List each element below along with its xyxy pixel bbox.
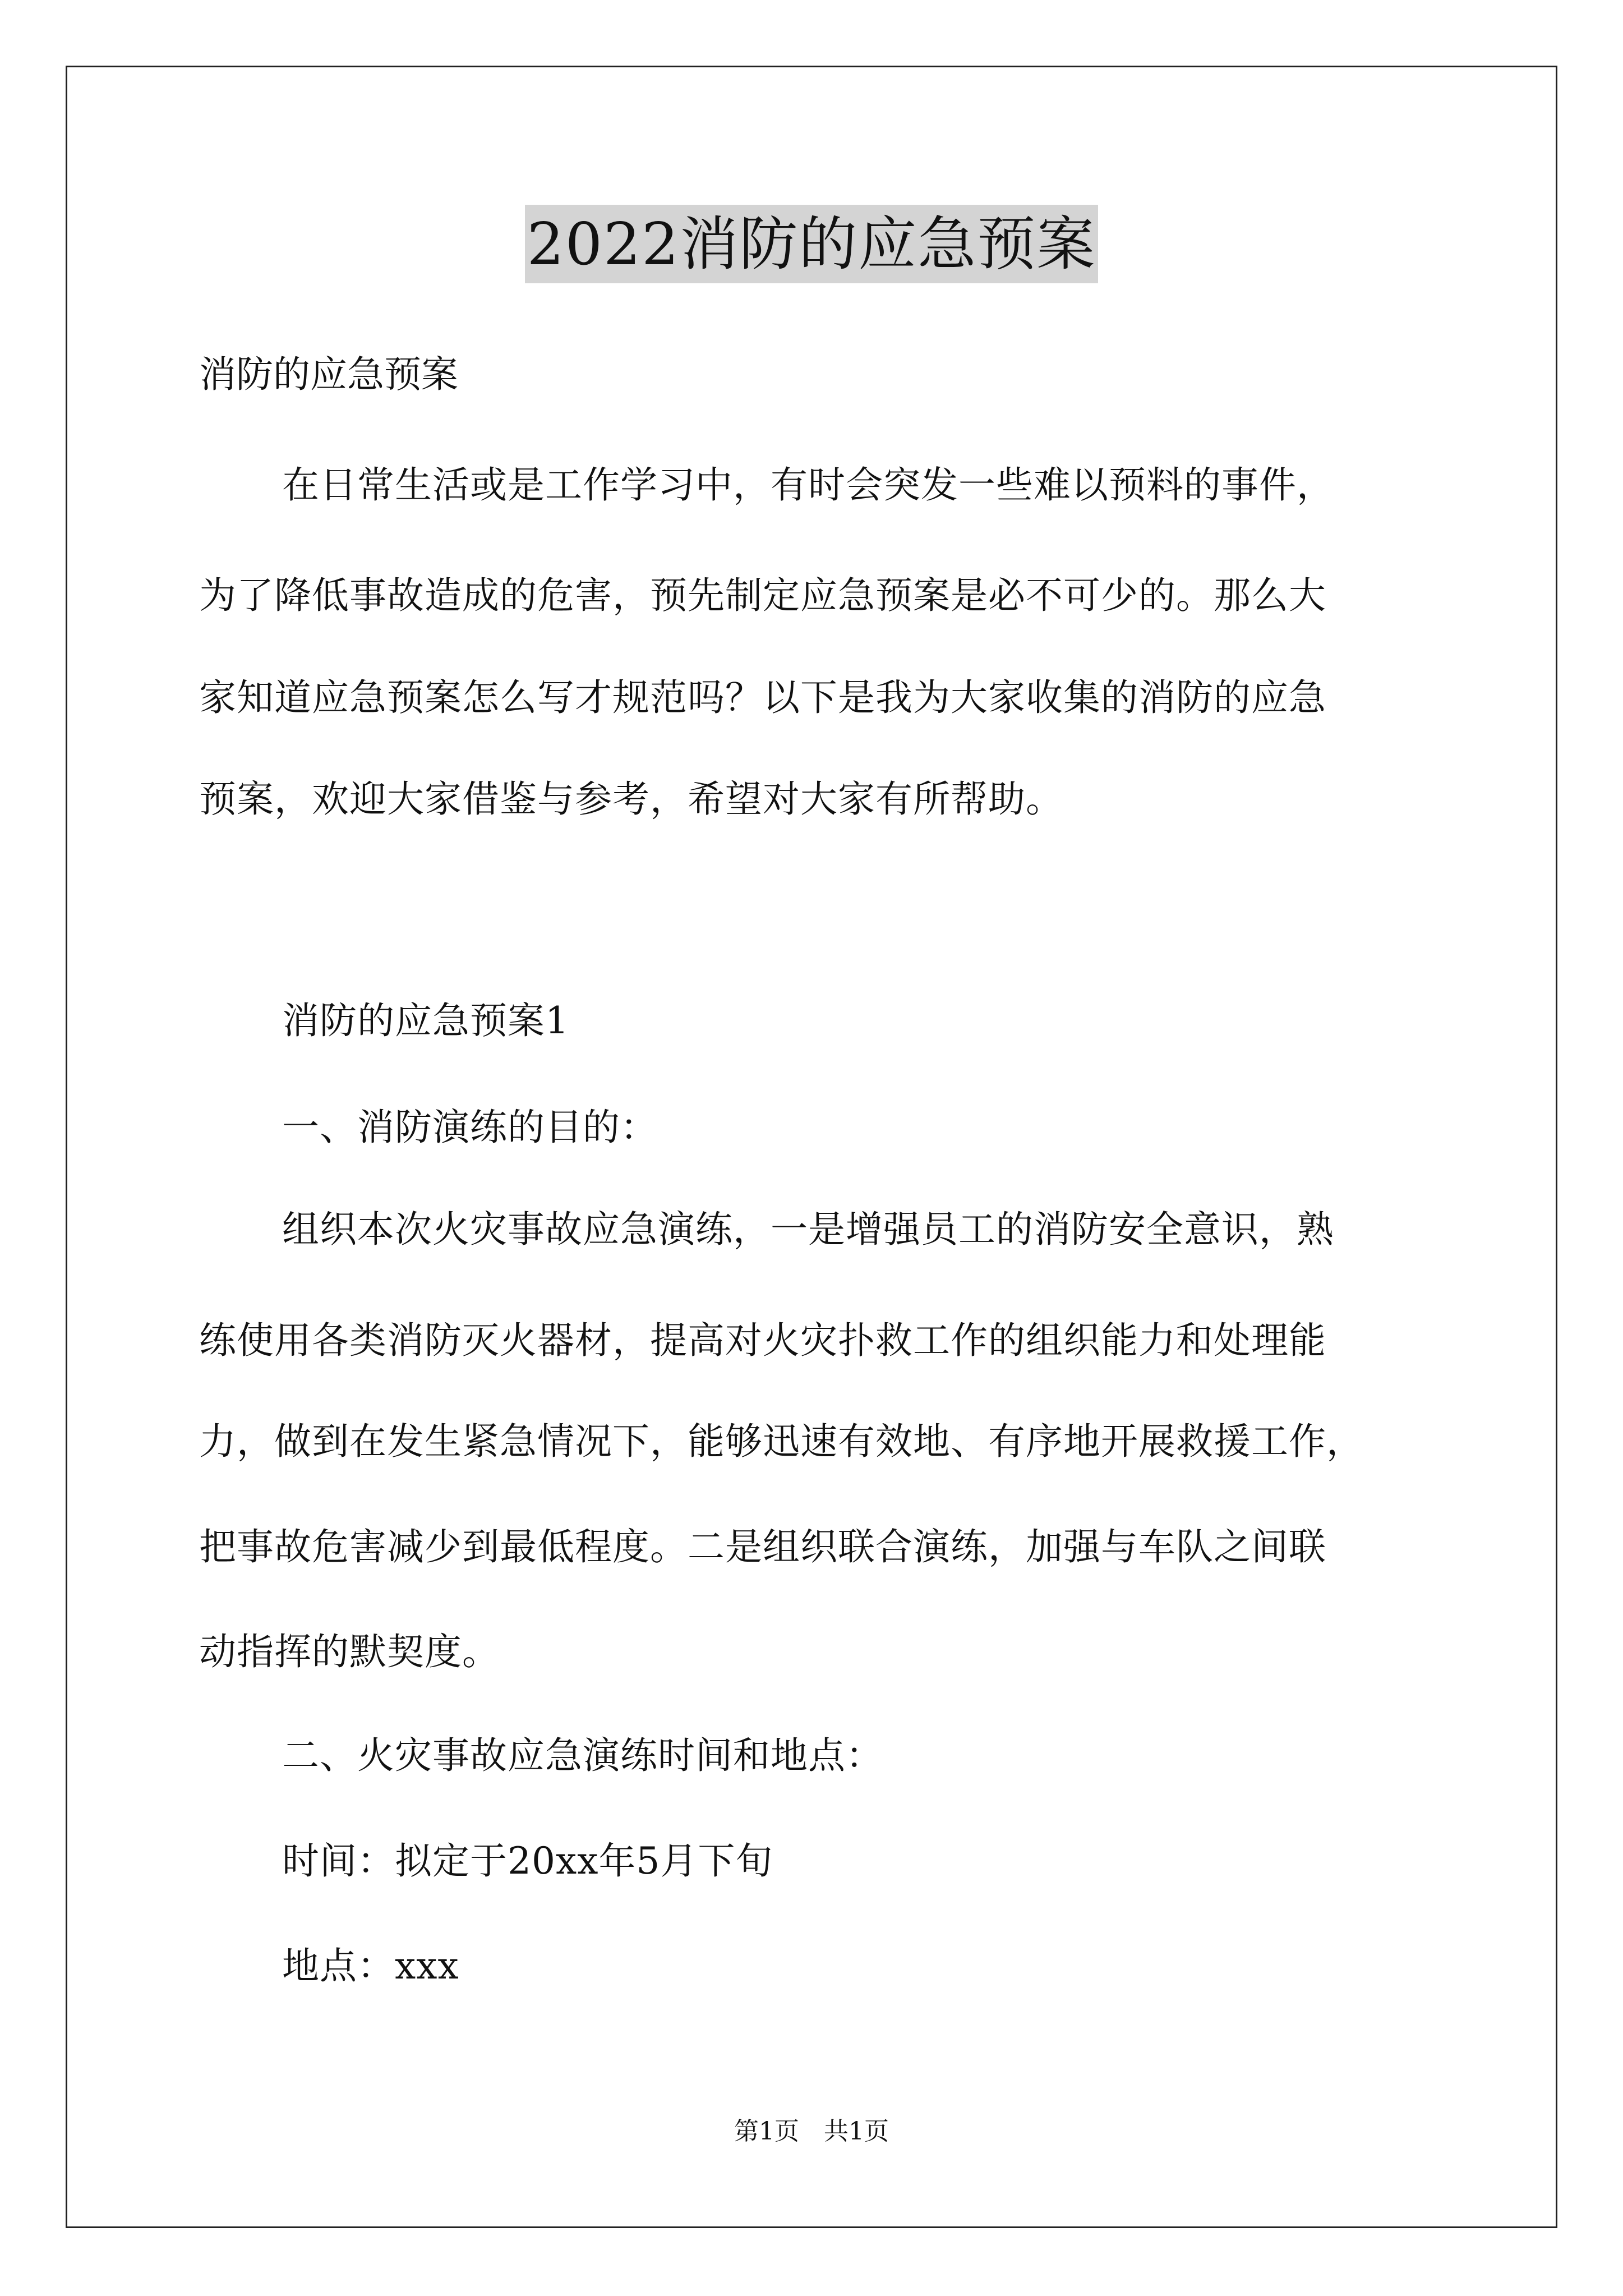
item1-heading: 一、消防演练的目的： — [282, 1106, 658, 1149]
item1-line-5: 动指挥的默契度。 — [199, 1630, 500, 1673]
section-heading: 消防的应急预案1 — [282, 999, 569, 1042]
title-container — [0, 205, 1623, 283]
item1-line-3: 力，做到在发生紧急情况下，能够迅速有效地、有序地开展救援工作， — [199, 1420, 1364, 1463]
place-line: 地点：xxx — [282, 1944, 459, 1987]
intro-line-2: 为了降低事故造成的危害，预先制定应急预案是必不可少的。那么大 — [199, 574, 1326, 617]
intro-line-1: 在日常生活或是工作学习中，有时会突发一些难以预料的事件， — [282, 463, 1334, 507]
intro-line-3: 家知道应急预案怎么写才规范吗？以下是我为大家收集的消防的应急 — [199, 676, 1326, 719]
document-subtitle: 消防的应急预案 — [199, 353, 458, 396]
page-footer: 第1页 共1页 — [734, 2117, 889, 2146]
item2-heading: 二、火灾事故应急演练时间和地点： — [282, 1734, 883, 1777]
time-line: 时间：拟定于20xx年5月下旬 — [282, 1839, 773, 1883]
intro-line-4: 预案，欢迎大家借鉴与参考，希望对大家有所帮助。 — [199, 777, 1063, 821]
item1-line-4: 把事故危害减少到最低程度。二是组织联合演练，加强与车队之间联 — [199, 1525, 1326, 1568]
document-title: 2022消防的应急预案 — [525, 205, 1099, 283]
item1-line-1: 组织本次火灾事故应急演练，一是增强员工的消防安全意识，熟 — [282, 1208, 1334, 1251]
item1-line-2: 练使用各类消防灭火器材，提高对火灾扑救工作的组织能力和处理能 — [199, 1319, 1326, 1362]
